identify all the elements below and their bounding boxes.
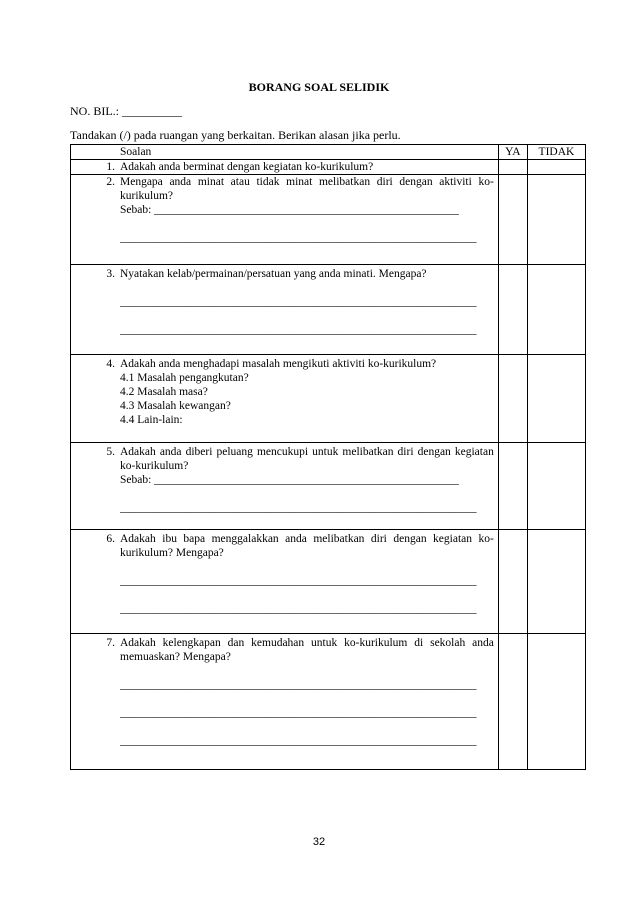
question-text: Adakah kelengkapan dan kemudahan untuk ko-kurikulum di sekolah anda memuaskan? Mengapa? [120, 637, 494, 663]
question-cell [71, 443, 499, 530]
question-number: 5. [106, 446, 115, 458]
tidak-checkbox-cell[interactable] [527, 265, 585, 355]
question-cell [71, 160, 499, 175]
ya-checkbox-cell[interactable] [498, 265, 527, 355]
answer-line[interactable]: ______________________________________________________________ [120, 232, 477, 244]
serial-number-field: NO. BIL.: __________ [70, 104, 182, 118]
answer-line[interactable]: ______________________________________________________________ [120, 296, 477, 308]
ya-checkbox-cell[interactable] [498, 530, 527, 634]
sub-question: 4.2 Masalah masa? [120, 386, 208, 398]
answer-line[interactable]: ______________________________________________________________ [120, 603, 477, 615]
sub-question: 4.1 Masalah pengangkutan? [120, 372, 249, 384]
table-header-row [71, 145, 586, 160]
answer-line[interactable]: ______________________________________________________________ [120, 735, 477, 747]
tidak-checkbox-cell[interactable] [527, 634, 585, 770]
question-row [71, 175, 586, 265]
question-text: Adakah anda berminat dengan kegiatan ko-kurikulum? [120, 161, 374, 173]
instruction-text: Tandakan (/) pada ruangan yang berkaitan. Berikan alasan jika perlu. [70, 128, 401, 142]
ya-checkbox-cell[interactable] [498, 160, 527, 175]
question-cell [71, 530, 499, 634]
reason-answer-line[interactable]: Sebab: _____________________________________________________ [120, 474, 459, 486]
question-row [71, 634, 586, 770]
question-number: 2. [106, 176, 115, 188]
page-number: 32 [312, 836, 326, 848]
sub-question: 4.3 Masalah kewangan? [120, 400, 231, 412]
answer-line[interactable]: ______________________________________________________________ [120, 575, 477, 587]
question-row [71, 265, 586, 355]
question-text: Adakah ibu bapa menggalakkan anda melibatkan diri dengan kegiatan ko-kurikulum? Mengapa? [120, 533, 494, 559]
question-cell [71, 634, 499, 770]
tidak-checkbox-cell[interactable] [527, 530, 585, 634]
tidak-checkbox-cell[interactable] [527, 175, 585, 265]
header-ya: YA [498, 145, 527, 160]
question-row [71, 355, 586, 443]
question-text: Adakah anda diberi peluang mencukupi untuk melibatkan diri dengan kegiatan ko-kurikulum? [120, 446, 494, 472]
tidak-checkbox-cell[interactable] [527, 443, 585, 530]
tidak-checkbox-cell[interactable] [527, 160, 585, 175]
tidak-checkbox-cell[interactable] [527, 355, 585, 443]
ya-checkbox-cell[interactable] [498, 443, 527, 530]
question-number: 4. [106, 358, 115, 370]
answer-line[interactable]: ______________________________________________________________ [120, 324, 477, 336]
answer-line[interactable]: ______________________________________________________________ [120, 679, 477, 691]
header-soalan: Soalan [71, 145, 499, 160]
answer-line[interactable]: ______________________________________________________________ [120, 707, 477, 719]
question-cell [71, 175, 499, 265]
ya-checkbox-cell[interactable] [498, 175, 527, 265]
question-number: 3. [106, 268, 115, 280]
question-row [71, 530, 586, 634]
questionnaire-table [70, 144, 586, 770]
answer-line[interactable]: ______________________________________________________________ [120, 502, 477, 514]
question-number: 7. [106, 637, 115, 649]
ya-checkbox-cell[interactable] [498, 634, 527, 770]
question-row [71, 160, 586, 175]
question-text: Adakah anda menghadapi masalah mengikuti aktiviti ko-kurikulum? [120, 358, 437, 370]
header-tidak: TIDAK [527, 145, 585, 160]
form-title: BORANG SOAL SELIDIK [248, 80, 390, 94]
question-number: 1. [106, 161, 115, 173]
ya-checkbox-cell[interactable] [498, 355, 527, 443]
question-cell [71, 355, 499, 443]
question-row [71, 443, 586, 530]
question-number: 6. [106, 533, 115, 545]
question-cell [71, 265, 499, 355]
sub-question: 4.4 Lain-lain: [120, 414, 183, 426]
question-text: Mengapa anda minat atau tidak minat melibatkan diri dengan aktiviti ko-kurikulum? [120, 176, 494, 202]
question-text: Nyatakan kelab/permainan/persatuan yang anda minati. Mengapa? [120, 268, 427, 280]
reason-answer-line[interactable]: Sebab: _____________________________________________________ [120, 204, 459, 216]
